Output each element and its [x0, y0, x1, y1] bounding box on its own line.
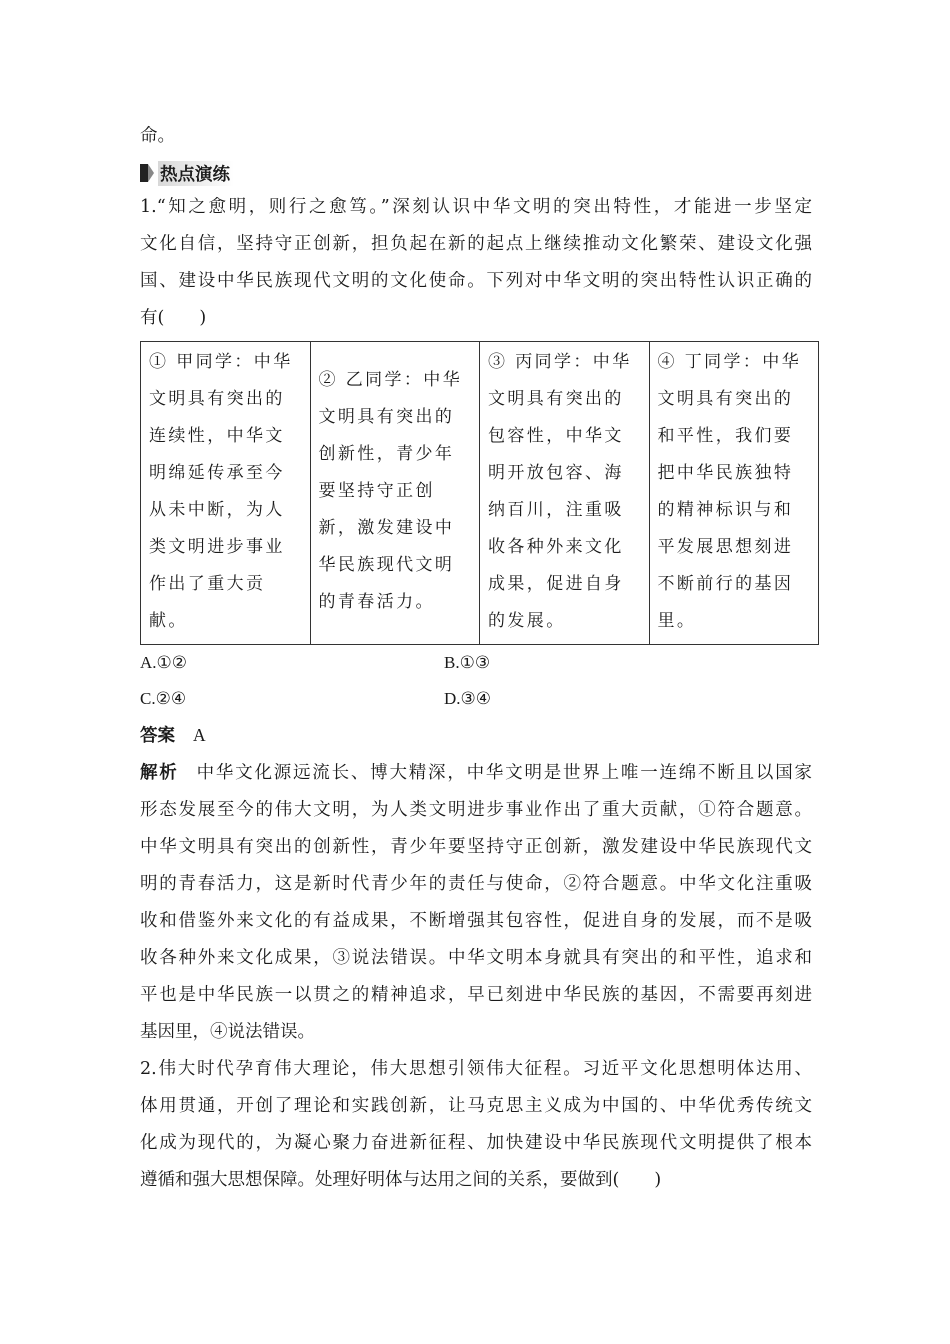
section-title: 热点演练 — [158, 161, 234, 186]
q1-line: 1.“知之愈明，则行之愈笃。”深刻认识中华文明的突出特性，才能进一步坚定 — [140, 197, 812, 217]
q1-line: 文化自信，坚持守正创新，担负起在新的起点上继续推动文化繁荣、建设文化强 — [140, 234, 812, 254]
top-fragment: 命。 — [140, 126, 175, 146]
analysis-line: 收各种外来文化成果，③说法错误。中华文明本身就具有突出的和平性，追求和 — [140, 948, 812, 968]
q2-line: 化成为现代的，为凝心聚力奋进新征程、加快建设中华民族现代文明提供了根本 — [140, 1133, 812, 1153]
analysis-line: 解析 中华文化源远流长、博大精深，中华文明是世界上唯一连绵不断且以国家 — [140, 763, 812, 783]
q1-line: 国、建设中华民族现代文明的文化使命。下列对中华文明的突出特性认识正确的 — [140, 271, 812, 291]
answer-line — [140, 717, 812, 755]
section-header — [140, 157, 812, 189]
table-cell-1: ① 甲同学：中华 文明具有突出的 连续性，中华文 明绵延传承至今 从未中断，为人 类文明进步事业 作出了重大贡 献。 — [141, 342, 311, 645]
choice-a: A.①② — [140, 653, 188, 672]
q1-line: 有( ) — [140, 308, 207, 328]
table-cell-3: ③ 丙同学：中华 文明具有突出的 包容性，中华文 明开放包容、海 纳百川，注重吸 收各种外来文化 成果，促进自身 的发展。 — [480, 342, 650, 645]
answer-choices — [140, 645, 812, 717]
document-page — [140, 118, 812, 1199]
analysis-line: 平也是中华民族一以贯之的精神追求，早已刻进中华民族的基因，不需要再刻进 — [140, 985, 812, 1005]
choice-d: D.③④ — [444, 689, 492, 708]
table-cell-4: ④ 丁同学：中华 文明具有突出的 和平性，我们要 把中华民族独特 的精神标识与和 平发展思想刻进 不断前行的基因 里。 — [649, 342, 819, 645]
q2-line: 体用贯通，开创了理论和实践创新，让马克思主义成为中国的、中华优秀传统文 — [140, 1096, 812, 1116]
q2-line: 2.伟大时代孕育伟大理论，伟大思想引领伟大征程。习近平文化思想明体达用、 — [140, 1059, 812, 1079]
student-views-table — [140, 341, 819, 645]
analysis-line: 明的青春活力，这是新时代青少年的责任与使命，②符合题意。中华文化注重吸 — [140, 874, 812, 894]
answer-label: 答案 — [140, 726, 175, 746]
analysis-line: 收和借鉴外来文化的有益成果，不断增强其包容性，促进自身的发展，而不是吸 — [140, 911, 812, 931]
analysis-label: 解析 — [140, 763, 179, 783]
analysis-line: 基因里，④说法错误。 — [140, 1022, 315, 1042]
q2-line: 遵循和强大思想保障。处理好明体与达用之间的关系，要做到( ) — [140, 1170, 662, 1190]
choice-c: C.②④ — [140, 689, 187, 708]
choice-b: B.①③ — [444, 653, 491, 672]
analysis-line: 中华文明具有突出的创新性，青少年要坚持守正创新，激发建设中华民族现代文 — [140, 837, 812, 857]
table-cell-2: ② 乙同学：中华 文明具有突出的 创新性，青少年 要坚持守正创 新，激发建设中 华民族现代文明 的青春活力。 — [310, 342, 480, 645]
answer-value: A — [193, 725, 206, 745]
question-2 — [140, 1051, 812, 1199]
section-marker-icon — [140, 164, 154, 182]
question-1 — [140, 189, 812, 1051]
analysis-line: 形态发展至今的伟大文明，为人类文明进步事业作出了重大贡献，①符合题意。 — [140, 800, 812, 820]
